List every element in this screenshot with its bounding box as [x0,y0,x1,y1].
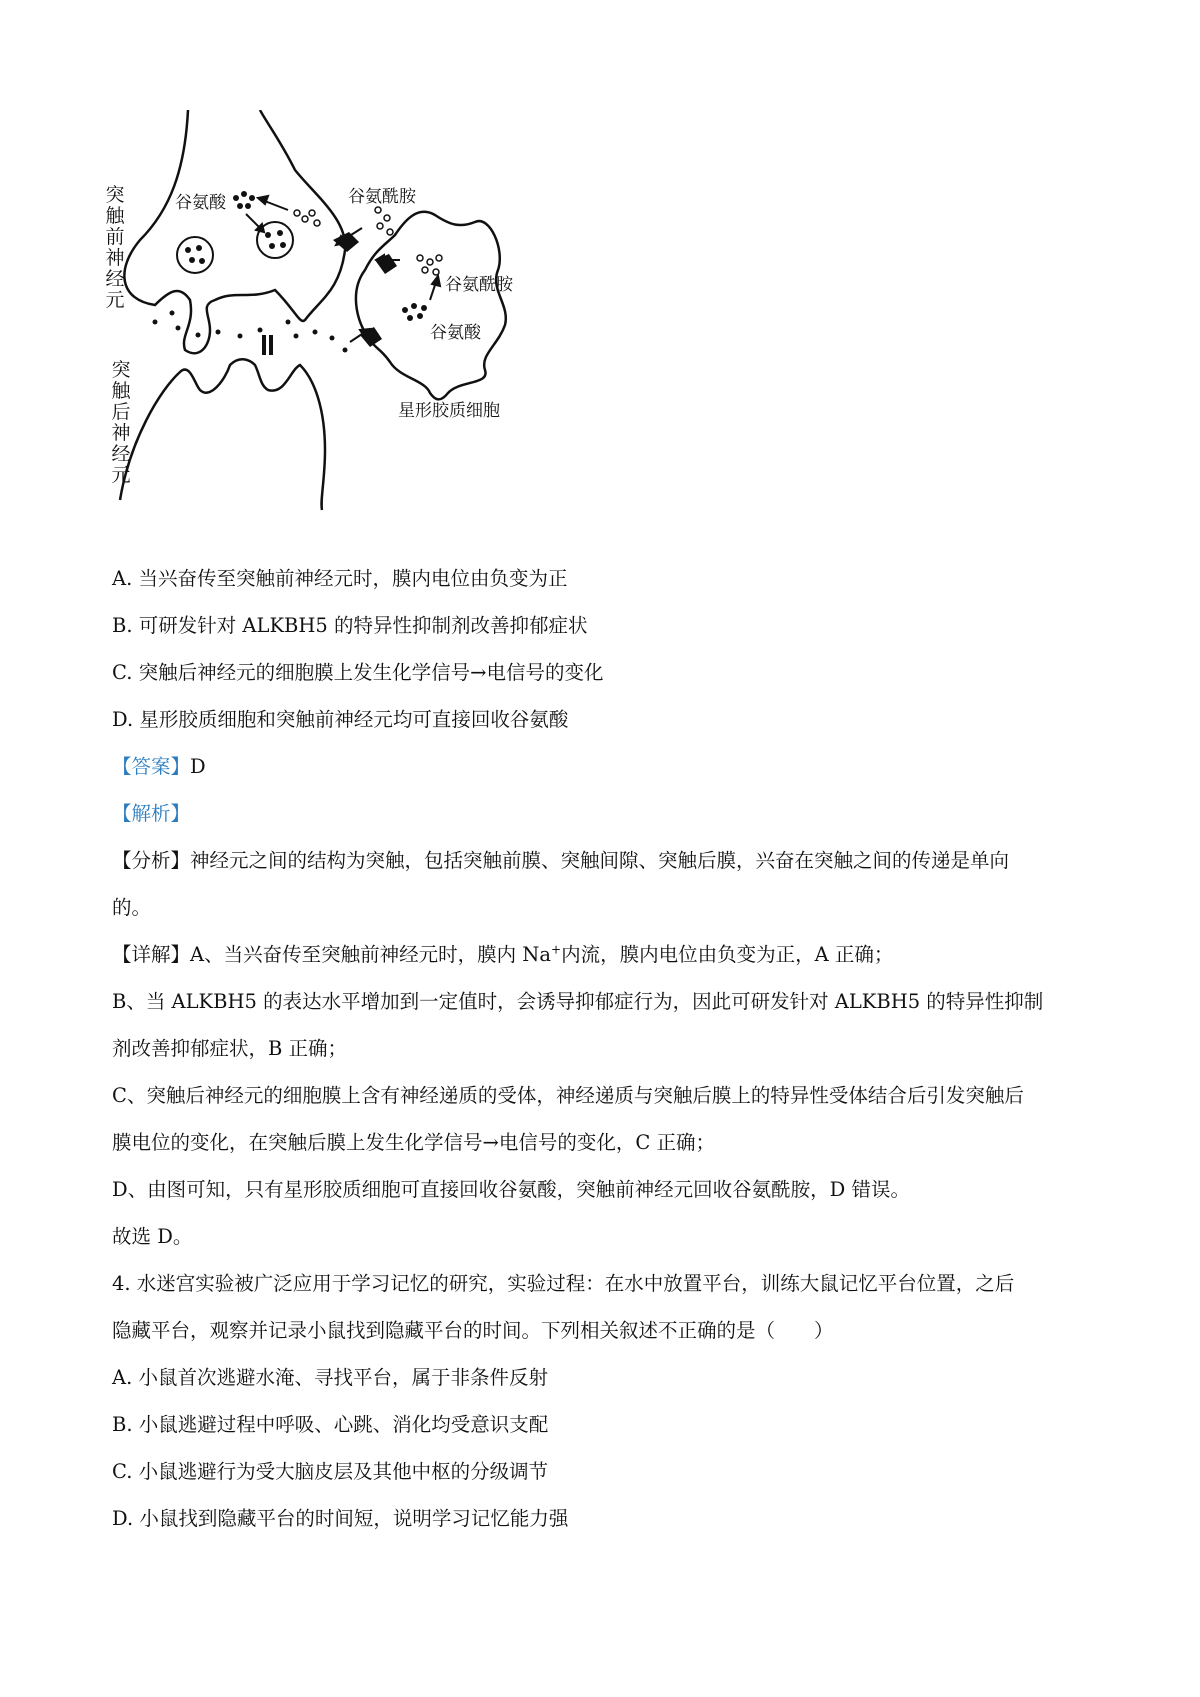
answer-value: D [190,755,206,778]
xiangjie-line-d: D、由图可知，只有星形胶质细胞可直接回收谷氨酸，突触前神经元回收谷氨酰胺，D 错误。 [112,1178,910,1201]
label-astrocyte: 星形胶质细胞 [398,401,500,421]
label-glutamine-right: 谷氨酰胺 [445,275,513,295]
xiangjie-line-b2: 剂改善抑郁症状，B 正确； [112,1037,348,1060]
synapse-diagram [100,110,570,530]
fenxi-line-1 [112,837,1102,884]
analysis-tag: 【解析】 [112,802,191,825]
xiangjie-line-b1: B、当 ALKBH5 的表达水平增加到一定值时，会诱导抑郁症行为，因此可研发针对 ALKBH5 的特异性抑制 [112,990,1044,1013]
fenxi-line-2: 的。 [112,896,152,919]
label-glutamate-right: 谷氨酸 [430,323,481,343]
xiangjie-line-a [112,931,1102,978]
q4-option-b: B. 小鼠逃避过程中呼吸、心跳、消化均受意识支配 [112,1413,549,1436]
label-glutamate-top: 谷氨酸 [175,193,226,213]
q4-option-c: C. 小鼠逃避行为受大脑皮层及其他中枢的分级调节 [112,1460,549,1483]
q3-option-b: B. 可研发针对 ALKBH5 的特异性抑制剂改善抑郁症状 [112,614,588,637]
q3-option-d: D. 星形胶质细胞和突触前神经元均可直接回收谷氨酸 [112,708,569,731]
postsynaptic-membrane [120,359,325,510]
analysis-line [112,790,1102,837]
conclusion-line: 故选 D。 [112,1225,193,1248]
label-postsynaptic: 突触后神经元 [111,359,131,486]
q4-option-a: A. 小鼠首次逃避水淹、寻找平台，属于非条件反射 [112,1366,548,1389]
q4-stem-2: 隐藏平台，观察并记录小鼠找到隐藏平台的时间。下列相关叙述不正确的是（ ） [112,1319,834,1342]
question-content [112,555,1102,1542]
fenxi-text-1: 神经元之间的结构为突触，包括突触前膜、突触间隙、突触后膜，兴奋在突触之间的传递是单向 [190,849,1010,872]
label-presynaptic: 突触前神经元 [105,184,125,311]
answer-tag: 【答案】 [112,755,191,778]
fenxi-tag: 【分析】 [112,849,191,872]
xiangjie-a-post: 内流，膜内电位由负变为正，A 正确； [561,943,894,966]
xiangjie-line-c2: 膜电位的变化，在突触后膜上发生化学信号→电信号的变化，C 正确； [112,1131,715,1154]
q3-option-c: C. 突触后神经元的细胞膜上发生化学信号→电信号的变化 [112,661,604,684]
xiangjie-tag: 【详解】 [112,943,191,966]
synapse-figure [100,110,570,530]
astrocyte-membrane [356,212,506,400]
label-glutamine-top: 谷氨酰胺 [348,187,416,207]
answer-line [112,743,1102,790]
q4-option-d: D. 小鼠找到隐藏平台的时间短，说明学习记忆能力强 [112,1507,569,1530]
xiangjie-line-c1: C、突触后神经元的细胞膜上含有神经递质的受体，神经递质与突触后膜上的特异性受体结合后引发突触后 [112,1084,1024,1107]
xiangjie-a-sup: + [551,942,562,957]
q4-stem-1: 4. 水迷宫实验被广泛应用于学习记忆的研究，实验过程：在水中放置平台，训练大鼠记忆平台位置，之后 [112,1272,1015,1295]
xiangjie-a-pre: A、当兴奋传至突触前神经元时，膜内 Na [190,943,551,966]
presynaptic-membrane [124,110,345,353]
q3-option-a: A. 当兴奋传至突触前神经元时，膜内电位由负变为正 [112,567,568,590]
